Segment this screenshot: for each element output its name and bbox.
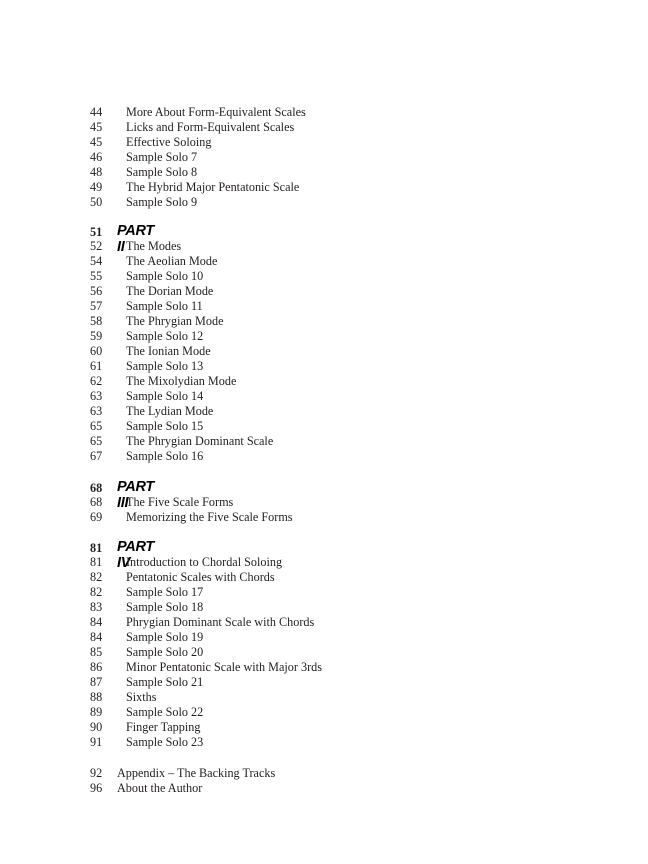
toc-entry-title: Sample Solo 14 [126, 389, 204, 403]
toc-entry-title: The Mixolydian Mode [126, 374, 237, 388]
toc-page-number: 62 [90, 374, 103, 388]
toc-entry-title: About the Author [117, 781, 203, 795]
part-page-number: 68 [90, 481, 103, 495]
toc-page-number: 65 [90, 419, 103, 433]
toc-page-number: 65 [90, 434, 103, 448]
part-title: PART IV [117, 539, 154, 571]
toc-entry-title: Introduction to Chordal Soloing [126, 555, 283, 569]
toc-entry-title: Finger Tapping [126, 720, 201, 734]
part-title: PART III [117, 479, 154, 511]
toc-page-number: 55 [90, 269, 103, 283]
toc-entry-title: Sample Solo 12 [126, 329, 204, 343]
toc-page-number: 57 [90, 299, 103, 313]
toc-page-number: 83 [90, 600, 103, 614]
toc-entry-title: The Hybrid Major Pentatonic Scale [126, 180, 300, 194]
toc-entry-title: Sample Solo 21 [126, 675, 204, 689]
toc-entry-title: Sample Solo 9 [126, 195, 198, 209]
toc-entry-title: The Phrygian Mode [126, 314, 224, 328]
toc-entry-title: Sample Solo 23 [126, 735, 204, 749]
toc-page-number: 45 [90, 120, 103, 134]
toc-page-number: 84 [90, 615, 103, 629]
toc-entry-title: Sample Solo 8 [126, 165, 198, 179]
toc-entry-title: Sixths [126, 690, 157, 704]
toc-entry-title: Sample Solo 13 [126, 359, 204, 373]
toc-page-number: 44 [90, 105, 103, 119]
toc-entry-title: Sample Solo 15 [126, 419, 204, 433]
toc-entry-title: Pentatonic Scales with Chords [126, 570, 275, 584]
toc-page-number: 54 [90, 254, 103, 268]
toc-page-number: 49 [90, 180, 103, 194]
toc-page-number: 60 [90, 344, 103, 358]
toc-page-number: 61 [90, 359, 103, 373]
part-title: PART II [117, 223, 154, 255]
toc-page-number: 67 [90, 449, 103, 463]
toc-entry-title: Memorizing the Five Scale Forms [126, 510, 293, 524]
toc-entry-title: Minor Pentatonic Scale with Major 3rds [126, 660, 322, 674]
toc-entry-title: Sample Solo 11 [126, 299, 203, 313]
toc-entry-title: Sample Solo 18 [126, 600, 204, 614]
toc-page-number: 46 [90, 150, 103, 164]
toc-page-number: 86 [90, 660, 103, 674]
toc-entry-title: Sample Solo 19 [126, 630, 204, 644]
toc-page-number: 84 [90, 630, 103, 644]
toc-page-number: 90 [90, 720, 103, 734]
toc-page-number: 56 [90, 284, 103, 298]
toc-page-number: 85 [90, 645, 103, 659]
toc-entry-title: Sample Solo 22 [126, 705, 204, 719]
part-page-number: 51 [90, 225, 103, 239]
toc-entry-title: The Five Scale Forms [126, 495, 234, 509]
toc-entry-title: Licks and Form-Equivalent Scales [126, 120, 295, 134]
toc-entry-title: Phrygian Dominant Scale with Chords [126, 615, 315, 629]
toc-page-number: 59 [90, 329, 103, 343]
toc-entry-title: Sample Solo 16 [126, 449, 204, 463]
toc-page-number: 87 [90, 675, 103, 689]
toc-page-number: 82 [90, 570, 103, 584]
part-page-number: 81 [90, 541, 103, 555]
toc-entry-title: Sample Solo 20 [126, 645, 204, 659]
toc-entry-title: More About Form-Equivalent Scales [126, 105, 306, 119]
toc-page-number: 58 [90, 314, 103, 328]
toc-entry-title: The Phrygian Dominant Scale [126, 434, 274, 448]
toc-page-number: 69 [90, 510, 103, 524]
toc-entry-title: The Aeolian Mode [126, 254, 218, 268]
toc-entry-title: Sample Solo 17 [126, 585, 204, 599]
toc-page-number: 88 [90, 690, 103, 704]
toc-entry-title: The Modes [126, 239, 182, 253]
toc-entry-title: Effective Soloing [126, 135, 212, 149]
toc-entry-title: Appendix – The Backing Tracks [117, 766, 276, 780]
toc-entry-title: The Dorian Mode [126, 284, 214, 298]
toc-page-number: 89 [90, 705, 103, 719]
toc-page-number: 68 [90, 495, 103, 509]
toc-page-number: 91 [90, 735, 103, 749]
toc-page-number: 48 [90, 165, 103, 179]
toc-page-number: 81 [90, 555, 103, 569]
toc-entry-title: Sample Solo 10 [126, 269, 204, 283]
toc-entry-title: Sample Solo 7 [126, 150, 198, 164]
toc-entry-title: The Ionian Mode [126, 344, 211, 358]
toc-page-number: 92 [90, 766, 103, 780]
toc-page-number: 82 [90, 585, 103, 599]
toc-entry-title: The Lydian Mode [126, 404, 214, 418]
toc-page-number: 52 [90, 239, 103, 253]
toc-page-number: 63 [90, 389, 103, 403]
toc-page-number: 63 [90, 404, 103, 418]
toc-page-number: 45 [90, 135, 103, 149]
toc-page-number: 50 [90, 195, 103, 209]
toc-page-number: 96 [90, 781, 103, 795]
